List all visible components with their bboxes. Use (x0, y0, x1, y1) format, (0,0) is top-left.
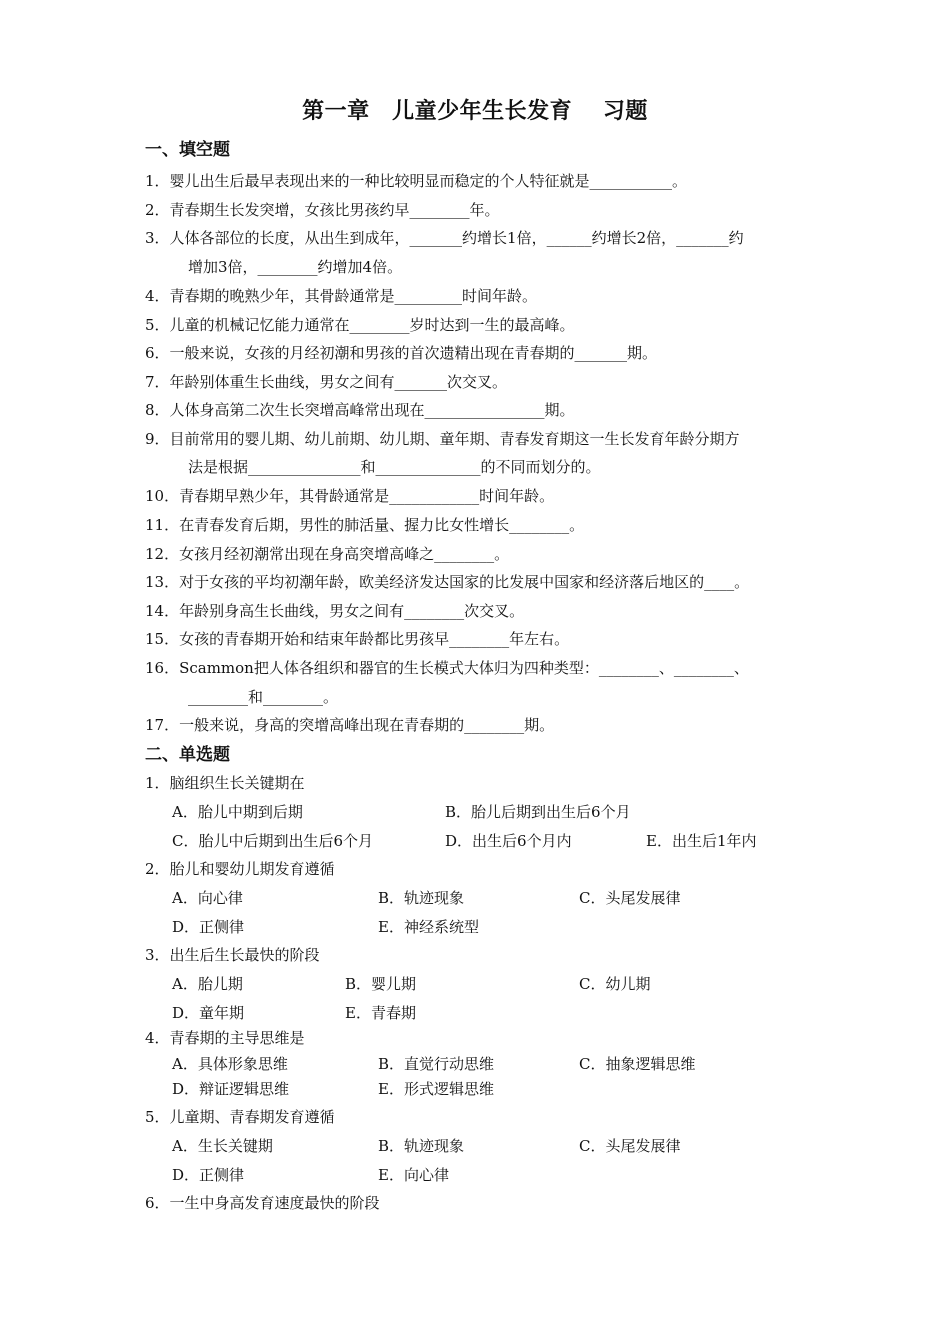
choice-3-option-b: B．婴儿期 (345, 975, 417, 993)
choice-1-option-a: A．胎儿中期到后期 (172, 803, 303, 821)
choice-4-option-a: A．具体形象思维 (172, 1055, 288, 1073)
fill-question-9: 9．目前常用的婴儿期、幼儿前期、幼儿期、童年期、青春发育期这一生长发育年龄分期方 (145, 430, 740, 448)
fill-question-16-continued: ________和________。 (188, 688, 339, 706)
page-title: 第一章 儿童少年生长发育 习题 (302, 99, 648, 124)
fill-question-14: 14．年龄别身高生长曲线，男女之间有________次交叉。 (145, 602, 525, 620)
choice-5-option-b: B．轨迹现象 (378, 1137, 465, 1155)
choice-3-option-e: E．青春期 (345, 1004, 416, 1022)
fill-question-13: 13．对于女孩的平均初潮年龄，欧美经济发达国家的比发展中国家和经济落后地区的____。 (145, 573, 750, 591)
fill-question-9-continued: 法是根据_______________和______________的不同而划分的。 (188, 458, 601, 476)
fill-question-6: 6．一般来说，女孩的月经初潮和男孩的首次遗精出现在青春期的_______期。 (145, 344, 658, 362)
choice-2-option-b: B．轨迹现象 (378, 889, 465, 907)
choice-4-option-c: C．抽象逻辑思维 (579, 1055, 696, 1073)
choice-3-option-a: A．胎儿期 (172, 975, 243, 993)
choice-1-option-d: D．出生后6个月内 (445, 832, 572, 850)
choice-3-option-d: D．童年期 (172, 1004, 245, 1022)
choice-question-2: 2．胎儿和婴幼儿期发育遵循 (145, 860, 335, 878)
choice-5-option-a: A．生长关键期 (172, 1137, 273, 1155)
choice-question-3: 3．出生后生长最快的阶段 (145, 946, 320, 964)
choice-question-5: 5．儿童期、青春期发育遵循 (145, 1108, 335, 1126)
fill-question-8: 8．人体身高第二次生长突增高峰常出现在________________期。 (145, 401, 575, 419)
fill-question-1: 1．婴儿出生后最早表现出来的一种比较明显而稳定的个人特征就是___________。 (145, 172, 688, 190)
fill-question-11: 11．在青春发育后期，男性的肺活量、握力比女性增长________。 (145, 516, 585, 534)
choice-2-option-e: E．神经系统型 (378, 918, 479, 936)
fill-question-10: 10．青春期早熟少年，其骨龄通常是____________时间年龄。 (145, 487, 555, 505)
choice-question-4: 4．青春期的主导思维是 (145, 1029, 305, 1047)
fill-question-17: 17．一般来说，身高的突增高峰出现在青春期的________期。 (145, 716, 555, 734)
fill-question-5: 5．儿童的机械记忆能力通常在________岁时达到一生的最高峰。 (145, 316, 575, 334)
fill-question-12: 12．女孩月经初潮常出现在身高突增高峰之________。 (145, 545, 510, 563)
fill-question-7: 7．年龄别体重生长曲线，男女之间有_______次交叉。 (145, 373, 508, 391)
choice-4-option-d: D．辩证逻辑思维 (172, 1080, 290, 1098)
choice-5-option-c: C．头尾发展律 (579, 1137, 681, 1155)
choice-1-option-e: E．出生后1年内 (646, 832, 757, 850)
fill-question-16: 16．Scammon把人体各组织和器官的生长模式大体归为四种类型：________、________、 (145, 659, 749, 677)
choice-1-option-b: B．胎儿后期到出生后6个月 (445, 803, 631, 821)
fill-question-4: 4．青春期的晚熟少年，其骨龄通常是_________时间年龄。 (145, 287, 538, 305)
fill-question-2: 2．青春期生长发突增，女孩比男孩约早________年。 (145, 201, 500, 219)
fill-question-3: 3．人体各部位的长度，从出生到成年，_______约增长1倍，______约增长2倍，_______约 (145, 229, 744, 247)
choice-question-1: 1．脑组织生长关键期在 (145, 774, 305, 792)
section-heading-fill-in: 一、填空题 (145, 140, 230, 160)
choice-4-option-b: B．直觉行动思维 (378, 1055, 495, 1073)
choice-2-option-d: D．正侧律 (172, 918, 245, 936)
choice-5-option-d: D．正侧律 (172, 1166, 245, 1184)
section-heading-single-choice: 二、单选题 (145, 745, 230, 765)
choice-1-option-c: C．胎儿中后期到出生后6个月 (172, 832, 374, 850)
fill-question-3-continued: 增加3倍，________约增加4倍。 (188, 258, 403, 276)
choice-4-option-e: E．形式逻辑思维 (378, 1080, 494, 1098)
choice-3-option-c: C．幼儿期 (579, 975, 651, 993)
choice-5-option-e: E．向心律 (378, 1166, 449, 1184)
choice-question-6: 6．一生中身高发育速度最快的阶段 (145, 1194, 380, 1212)
choice-2-option-a: A．向心律 (172, 889, 243, 907)
choice-2-option-c: C．头尾发展律 (579, 889, 681, 907)
fill-question-15: 15．女孩的青春期开始和结束年龄都比男孩早________年左右。 (145, 630, 570, 648)
